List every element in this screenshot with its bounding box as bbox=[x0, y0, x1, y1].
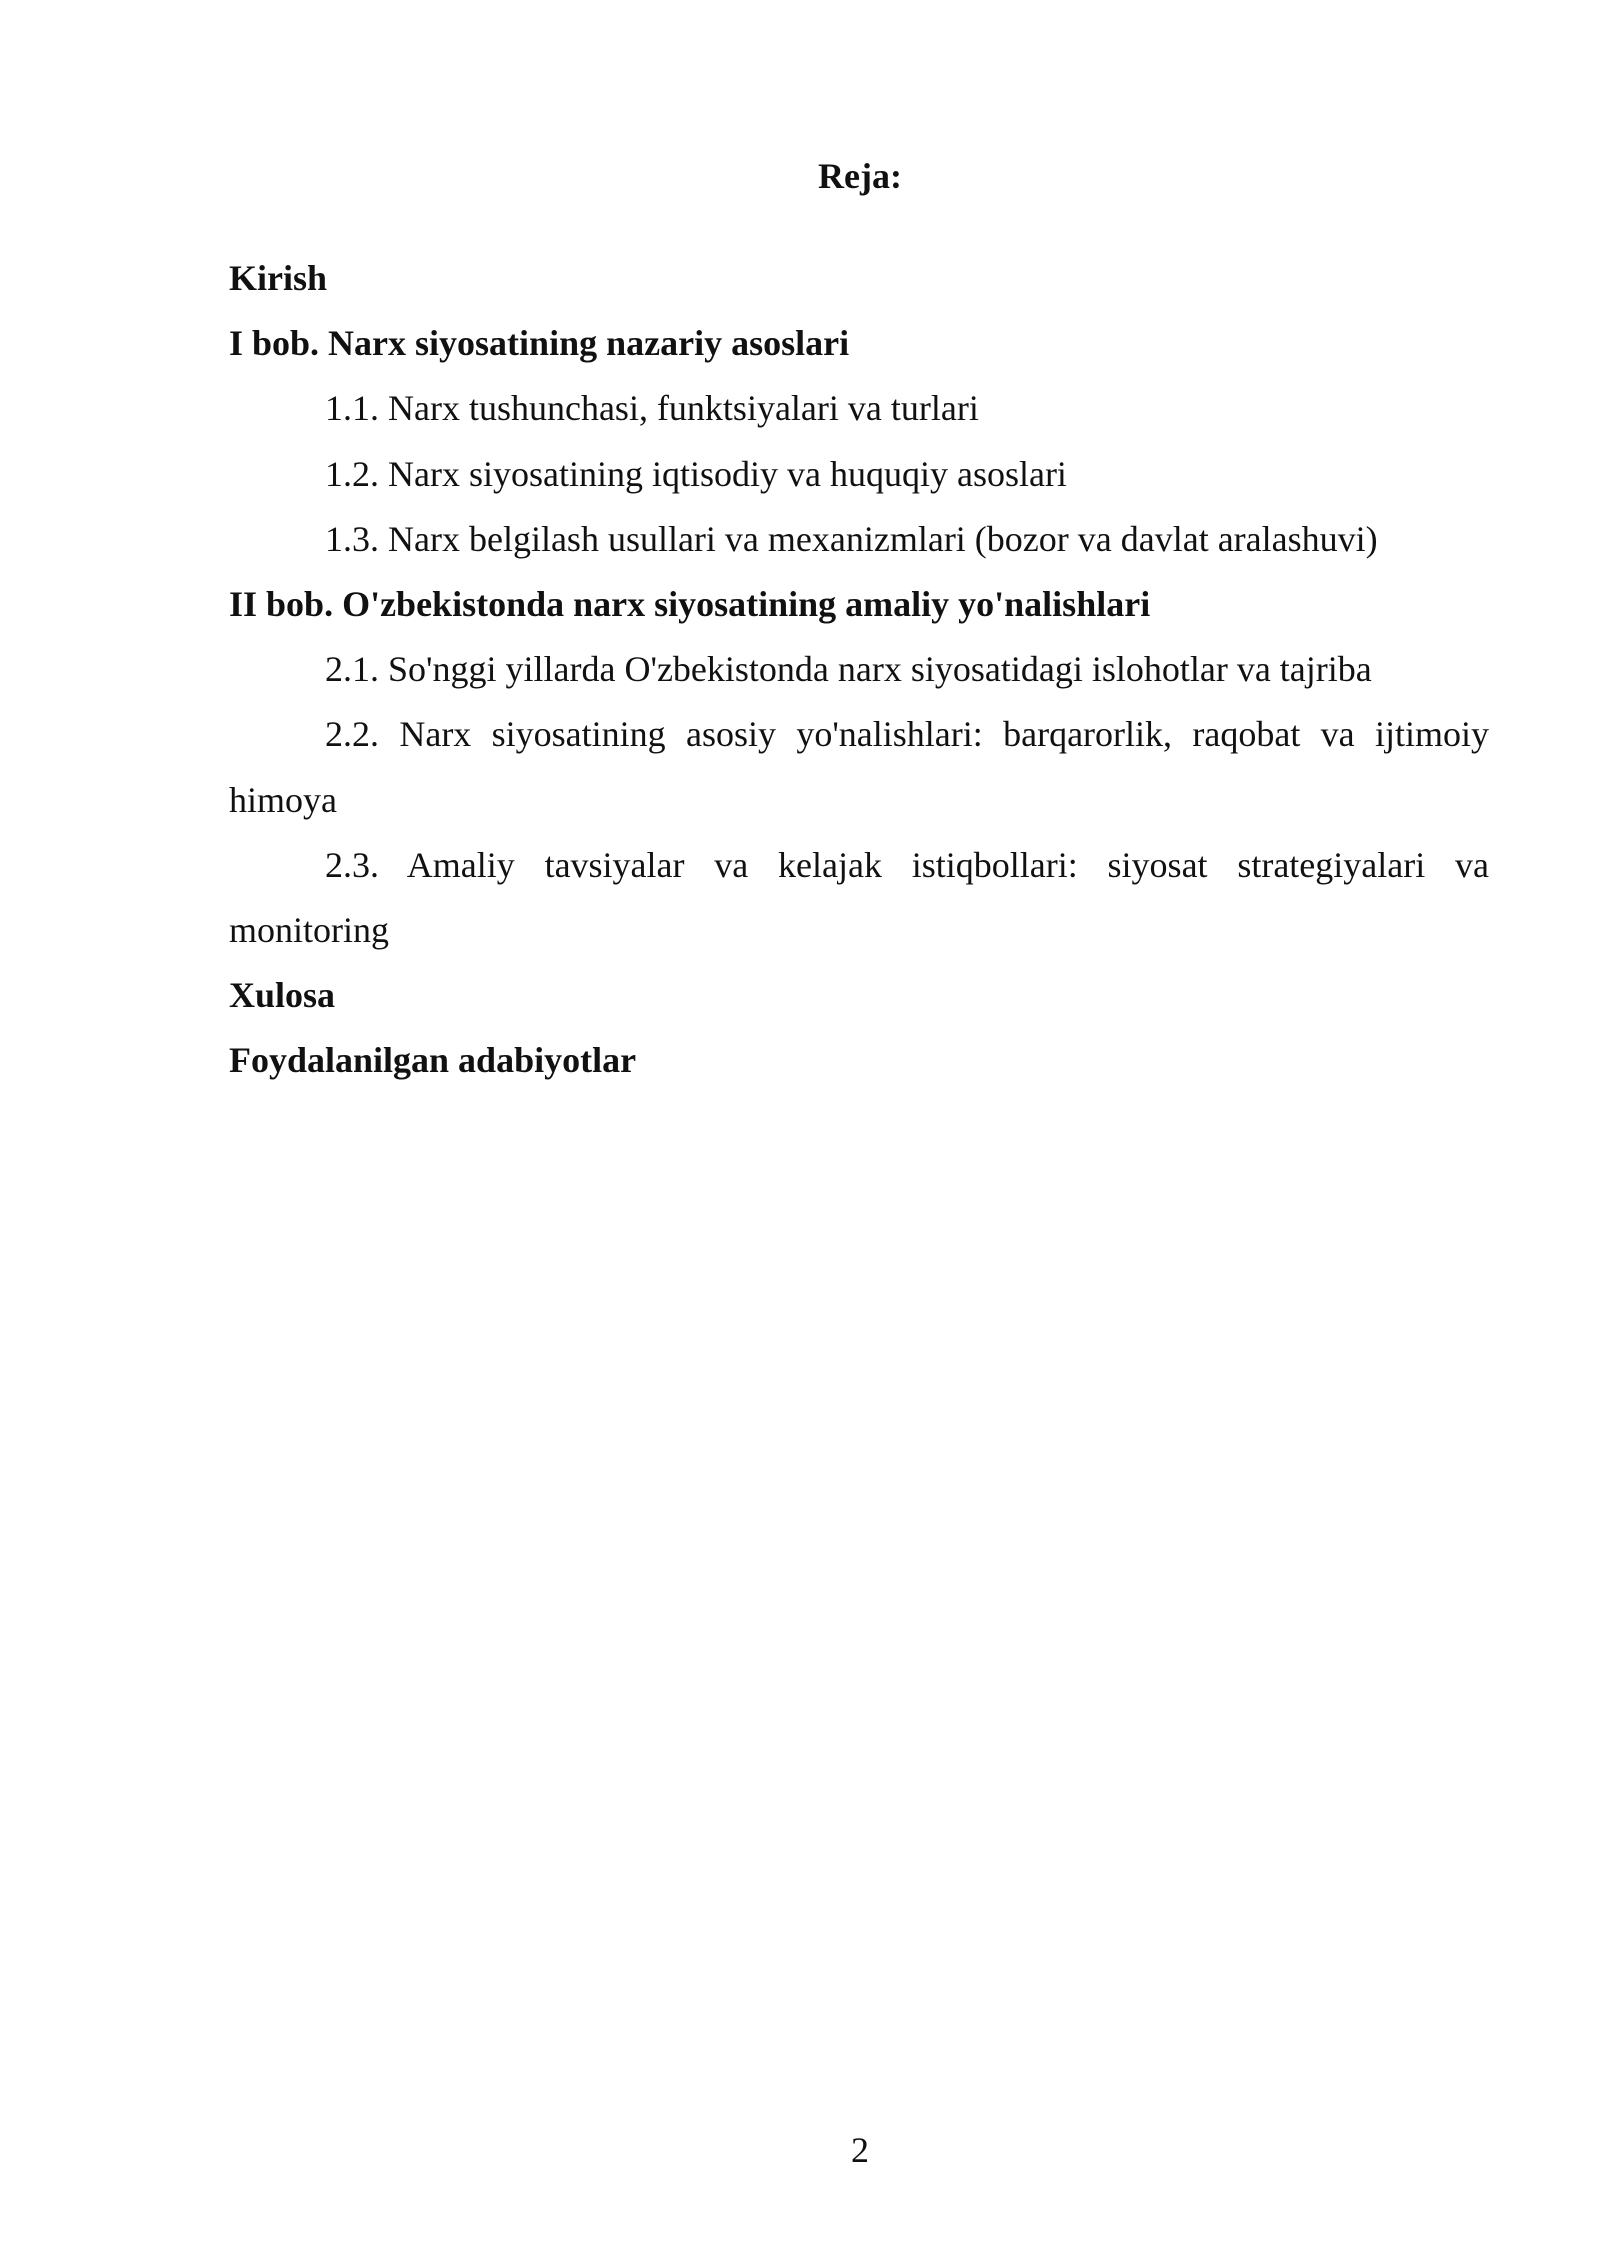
toc-chapter-2: II bob. O'zbekistonda narx siyosatining amaliy yo'nalishlari bbox=[229, 584, 1151, 625]
table-of-contents bbox=[229, 246, 1489, 1094]
toc-item-adabiyotlar: Foydalanilgan adabiyotlar bbox=[229, 1040, 637, 1081]
toc-section-2-3: 2.3. Amaliy tavsiyalar va kelajak istiqbollari: siyosat strategiyalari va monitoring bbox=[229, 844, 1489, 951]
toc-section-1-2: 1.2. Narx siyosatining iqtisodiy va huquqiy asoslari bbox=[325, 453, 1067, 494]
toc-section-2-1: 2.1. So'nggi yillarda O'zbekistonda narx siyosatidagi islohotlar va tajriba bbox=[325, 649, 1372, 690]
toc-chapter-1: I bob. Narx siyosatining nazariy asoslari bbox=[229, 323, 850, 364]
page-title: Reja: bbox=[818, 156, 902, 196]
toc-section-1-3: 1.3. Narx belgilash usullari va mexanizmlari (bozor va davlat aralashuvi) bbox=[325, 518, 1378, 559]
toc-section-2-2: 2.2. Narx siyosatining asosiy yo'nalishlari: barqarorlik, raqobat va ijtimoiy himoya bbox=[229, 714, 1489, 820]
toc-item-xulosa: Xulosa bbox=[229, 975, 336, 1016]
toc-section-1-1: 1.1. Narx tushunchasi, funktsiyalari va turlari bbox=[325, 388, 979, 429]
toc-item-kirish: Kirish bbox=[229, 258, 328, 298]
page-number: 2 bbox=[851, 2130, 869, 2170]
